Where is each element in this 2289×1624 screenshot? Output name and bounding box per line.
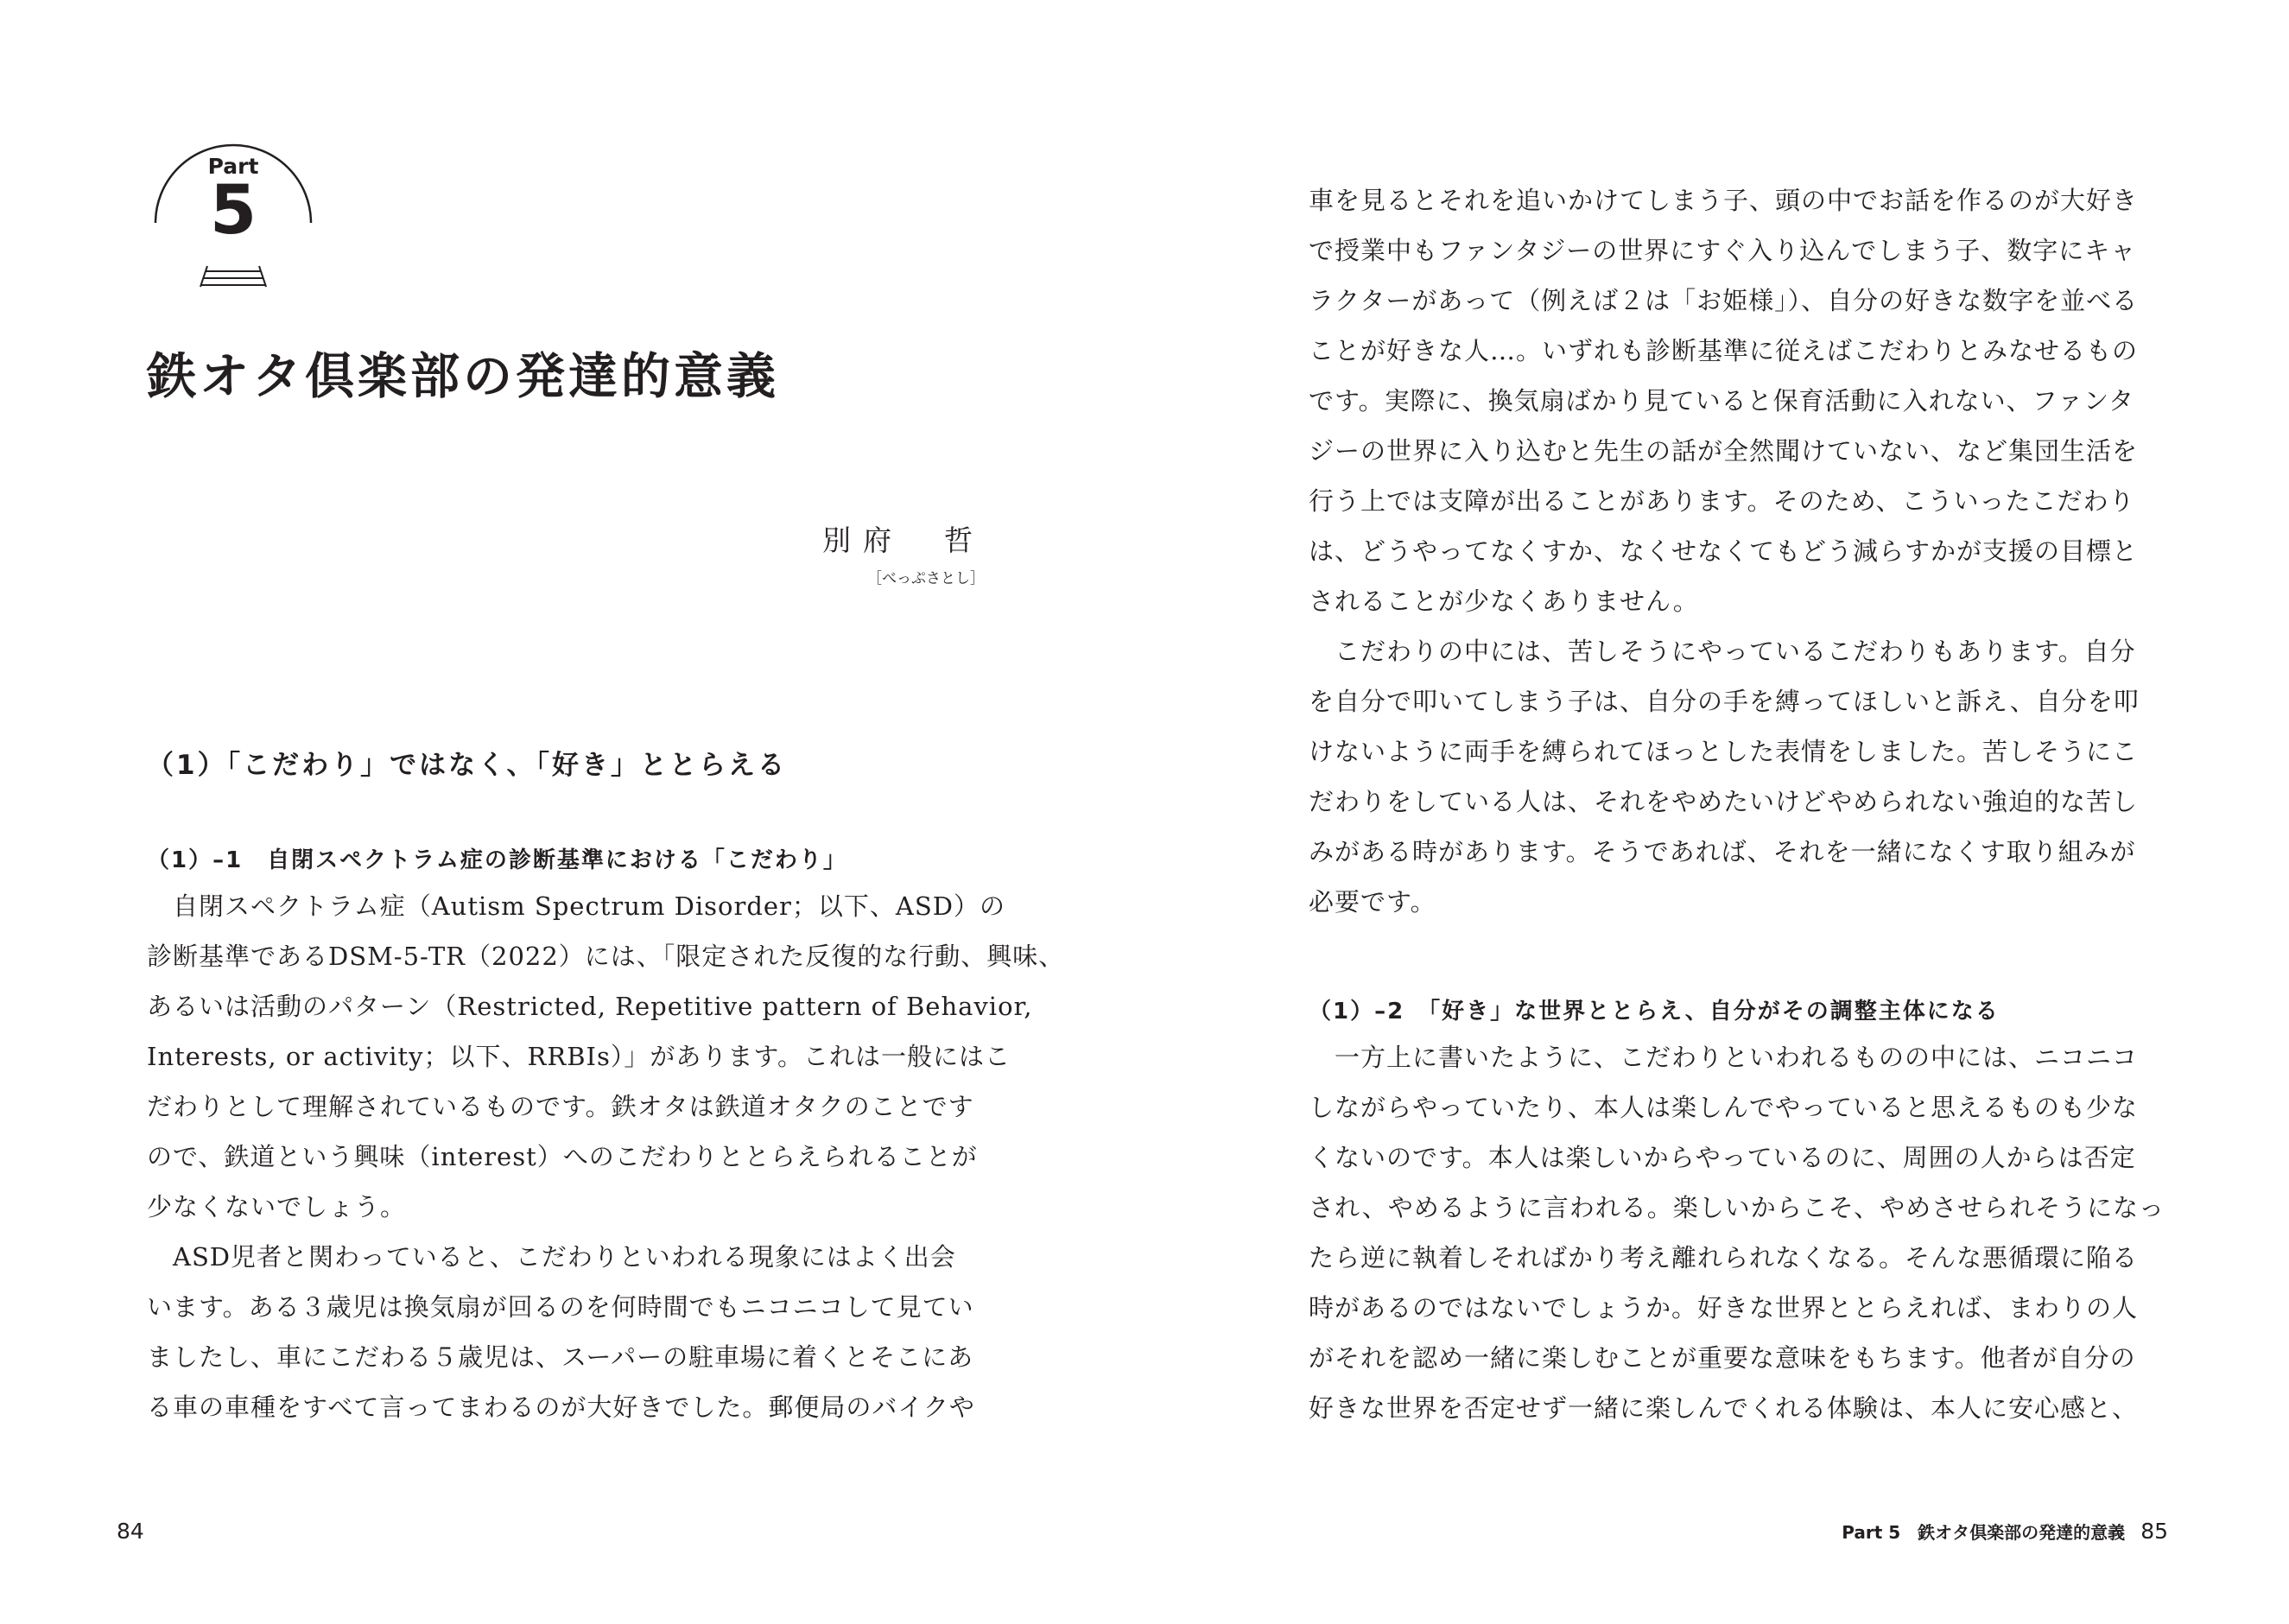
text-line: がそれを認め一緒に楽しむことが重要な意味をもちます。他者が自分の — [1309, 1343, 2136, 1373]
text-line: 少なくないでしょう。 — [147, 1192, 407, 1221]
part-emblem — [147, 130, 320, 294]
text-line: 一方上に書いたように、こだわりといわれるものの中には、ニコニコ — [1309, 1043, 2139, 1072]
text-line: ラクターがあって（例えば２は「お姫様」）、自分の好きな数字を並べる — [1309, 286, 2139, 315]
text-line: されることが少なくありません。 — [1309, 587, 1699, 616]
text-line: され、やめるように言われる。楽しいからこそ、やめさせられそうになっ — [1309, 1193, 2165, 1222]
text-line: は、どうやってなくすか、なくせなくてもどう減らすかが支援の目標と — [1309, 536, 2139, 566]
text-line: 好きな世界を否定せず一緒に楽しんでくれる体験は、本人に安心感と、 — [1309, 1393, 2139, 1423]
text-line: ことが好きな人…。いずれも診断基準に従えばこだわりとみなせるもの — [1309, 336, 2139, 365]
text-line: 車を見るとそれを追いかけてしまう子、頭の中でお話を作るのが大好き — [1309, 186, 2139, 215]
text-line: だわりをしている人は、それをやめたいけどやめられない強迫的な苦し — [1309, 787, 2139, 816]
text-line: ジーの世界に入り込むと先生の話が全然聞けていない、など集団生活を — [1309, 436, 2139, 466]
chapter-title: 鉄オタ倶楽部の発達的意義 — [147, 348, 779, 405]
text-line: 必要です。 — [1309, 887, 1436, 917]
text-line: ので、鉄道という興味（interest）へのこだわりととらえられることが — [147, 1142, 978, 1171]
text-line: 時があるのではないでしょうか。好きな世界ととらえれば、まわりの人 — [1309, 1293, 2139, 1323]
text-line: る車の車種をすべて言ってまわるのが大好きでした。郵便局のバイクや — [147, 1392, 975, 1422]
part-label: Part — [207, 154, 259, 179]
text-line: 行う上では支障が出ることがあります。そのため、こういったこだわり — [1309, 486, 2135, 516]
text-line: こだわりの中には、苦しそうにやっているこだわりもあります。自分 — [1309, 637, 2136, 666]
text-line: だわりとして理解されているものです。鉄オタは鉄道オタクのことです — [147, 1092, 974, 1121]
part-number: 5 — [209, 172, 257, 250]
text-line: みがある時があります。そうであれば、それを一緒になくす取り組みが — [1309, 837, 2136, 866]
left-page — [0, 0, 1144, 1624]
subsection-heading-2: （1）–2 「好き」な世界ととらえ、自分がその調整主体になる — [1309, 999, 2000, 1025]
text-line: ましたし、車にこだわる５歳児は、スーパーの駐車場に着くとそこにあ — [147, 1342, 974, 1372]
text-line: あるいは活動のパターン（Restricted, Repetitive pattern of Behavior, — [147, 992, 1033, 1021]
text-line: Interests, or activity；以下、RRBIs）」があります。これは一般にはこ — [147, 1042, 1011, 1071]
text-line: ASD児者と関わっていると、こだわりといわれる現象にはよく出会 — [147, 1242, 956, 1272]
text-line: 自閉スペクトラム症（Autism Spectrum Disorder；以下、ASD）の — [147, 891, 1005, 921]
text-line: けないように両手を縛られてほっとした表情をしました。苦しそうにこ — [1309, 737, 2139, 766]
text-line: くないのです。本人は楽しいからやっているのに、周囲の人からは否定 — [1309, 1143, 2136, 1172]
page-number-right: 85 — [2140, 1519, 2168, 1544]
text-line: を自分で叩いてしまう子は、自分の手を縛ってほしいと訴え、自分を叩 — [1309, 687, 2140, 716]
text-line: しながらやっていたり、本人は楽しんでやっていると思えるものも少な — [1309, 1093, 2139, 1122]
text-line: います。ある３歳児は換気扇が回るのを何時間でもニコニコして見てい — [147, 1292, 974, 1322]
author-block — [822, 518, 985, 587]
text-line: で授業中もファンタジーの世界にすぐ入り込んでしまう子、数字にキャ — [1309, 236, 2137, 265]
body-text-left — [147, 881, 1064, 1432]
text-line: 診断基準であるDSM-5-TR（2022）には、「限定された反復的な行動、興味、 — [147, 942, 1065, 971]
text-line: です。実際に、換気扇ばかり見ていると保育活動に入れない、ファンタ — [1309, 386, 2134, 416]
subsection-heading-1: （1）–1 自閉スペクトラム症の診断基準における「こだわり」 — [147, 847, 847, 873]
body-text-right-2 — [1309, 1032, 2165, 1433]
text-line: たら逆に執着しそればかり考え離れられなくなる。そんな悪循環に陥る — [1309, 1243, 2139, 1272]
author-reading: ［べっぷさとし］ — [867, 570, 985, 587]
author-name: 別府 哲 — [822, 523, 985, 557]
section-heading: （1）「こだわり」ではなく、「好き」ととらえる — [147, 750, 787, 781]
body-text-right-1 — [1309, 175, 2140, 927]
footer-right — [1842, 1519, 2168, 1544]
right-page — [1144, 0, 2289, 1624]
page-number-left: 84 — [117, 1519, 144, 1544]
running-head: Part 5 鉄オタ倶楽部の発達的意義 — [1842, 1522, 2126, 1543]
